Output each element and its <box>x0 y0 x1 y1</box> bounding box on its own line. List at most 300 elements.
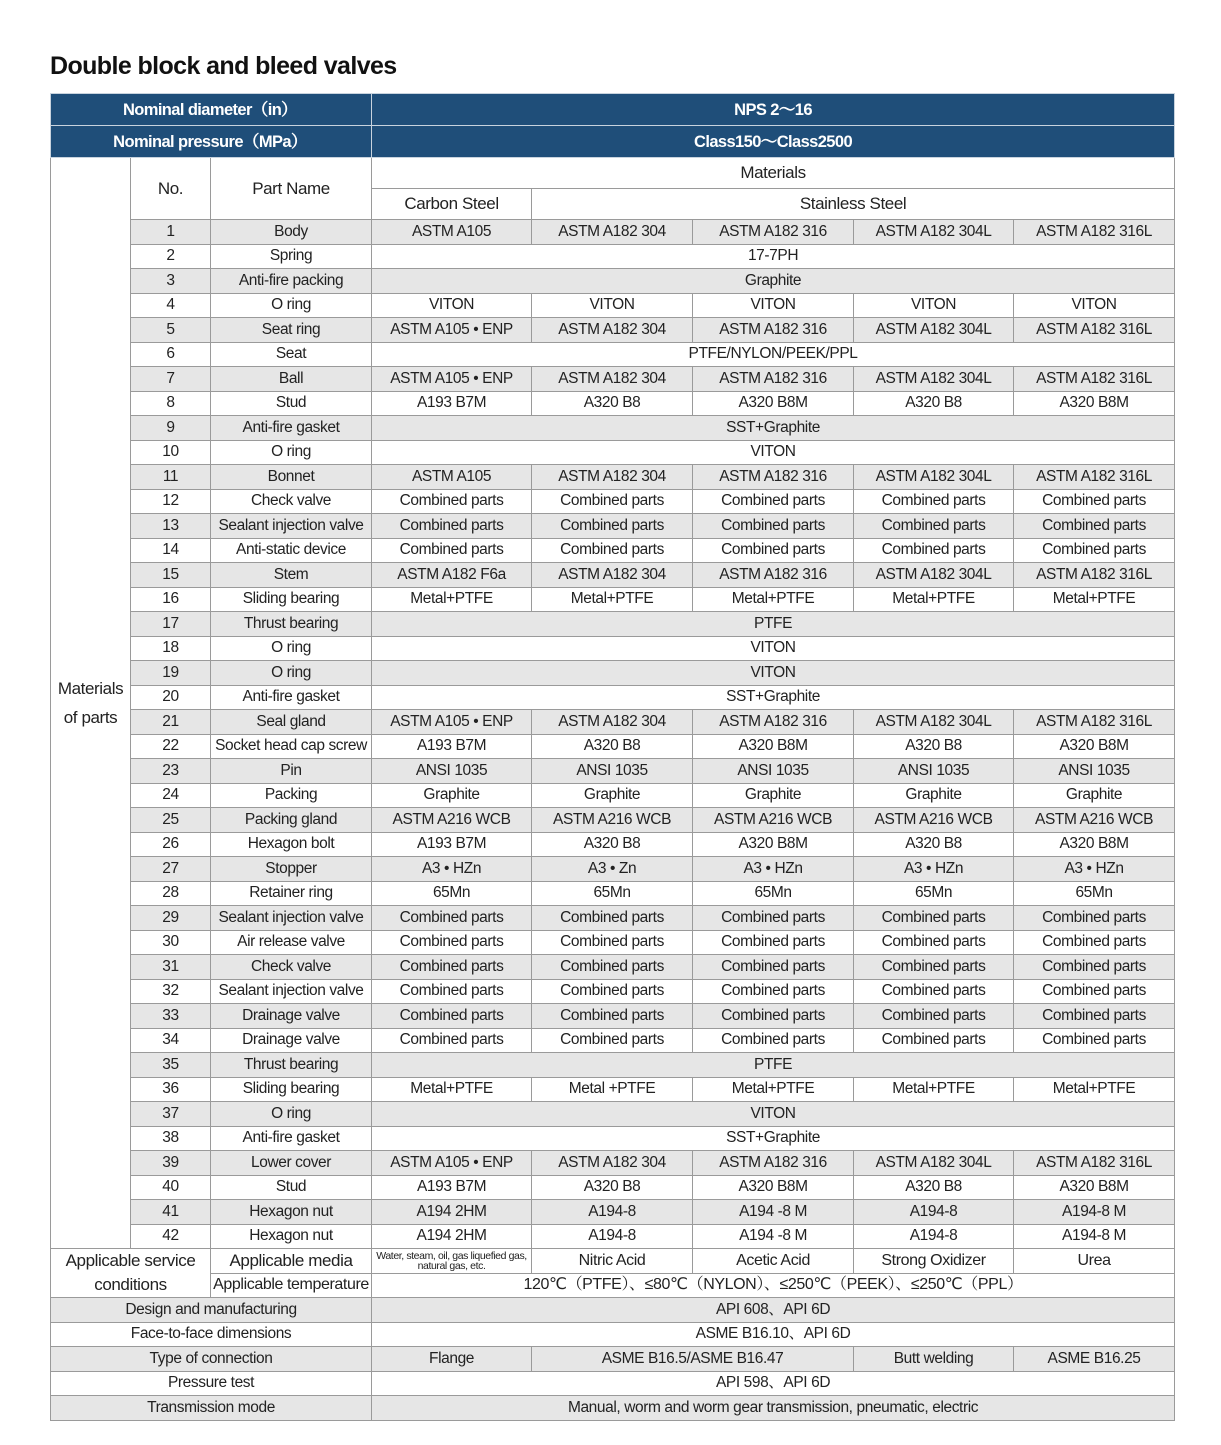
table-row <box>51 636 1175 661</box>
part-name: Stopper <box>211 857 372 882</box>
media-value-1: Nitric Acid <box>532 1249 693 1274</box>
table-row <box>51 1126 1175 1151</box>
media-value-carbon-steel: Water, steam, oil, gas liquefied gas, natural gas, etc. <box>372 1249 532 1274</box>
material-value: Combined parts <box>372 1004 532 1029</box>
no-column-header: No. <box>131 158 211 220</box>
part-number: 28 <box>131 881 211 906</box>
part-number: 27 <box>131 857 211 882</box>
table-row <box>51 416 1175 441</box>
material-value: ASTM A182 316 <box>693 710 854 735</box>
material-value: A320 B8M <box>1014 832 1175 857</box>
material-value: Combined parts <box>1014 514 1175 539</box>
material-value: A193 B7M <box>372 832 532 857</box>
pressure-test-value: API 598、API 6D <box>372 1371 1175 1396</box>
table-row <box>51 1102 1175 1127</box>
part-number: 34 <box>131 1028 211 1053</box>
material-value: Metal+PTFE <box>854 587 1014 612</box>
table-row <box>51 587 1175 612</box>
material-value: A194 2HM <box>372 1224 532 1249</box>
part-number: 15 <box>131 563 211 588</box>
service-temperature-row <box>51 1273 1175 1298</box>
material-value: A320 B8 <box>854 1175 1014 1200</box>
material-value: 65Mn <box>372 881 532 906</box>
material-value: Combined parts <box>372 1028 532 1053</box>
part-number: 32 <box>131 979 211 1004</box>
material-value: Combined parts <box>854 906 1014 931</box>
material-value: ASTM A182 316 <box>693 1151 854 1176</box>
table-row <box>51 612 1175 637</box>
material-value: Metal+PTFE <box>854 1077 1014 1102</box>
material-value: Combined parts <box>1014 979 1175 1004</box>
part-number: 8 <box>131 391 211 416</box>
part-name: Packing <box>211 783 372 808</box>
material-value: Combined parts <box>854 955 1014 980</box>
material-value: A320 B8M <box>1014 391 1175 416</box>
part-name: Seat ring <box>211 318 372 343</box>
material-value: A194-8 M <box>1014 1200 1175 1225</box>
part-number: 18 <box>131 636 211 661</box>
material-value: ASTM A105 • ENP <box>372 367 532 392</box>
part-number: 12 <box>131 489 211 514</box>
connection-label: Type of connection <box>51 1347 372 1372</box>
material-value: Combined parts <box>1014 538 1175 563</box>
material-value: Graphite <box>1014 783 1175 808</box>
material-value: ASTM A105 • ENP <box>372 1151 532 1176</box>
material-value: A320 B8 <box>532 734 693 759</box>
material-value: VITON <box>532 293 693 318</box>
material-value: Combined parts <box>1014 955 1175 980</box>
material-value: ASTM A182 F6a <box>372 563 532 588</box>
material-value: Combined parts <box>532 906 693 931</box>
material-value: Metal+PTFE <box>693 587 854 612</box>
nominal-pressure-label: Nominal pressure（MPa） <box>51 126 372 158</box>
applicable-temperature-value: 120℃（PTFE）、≤80℃（NYLON）、≤250℃（PEEK）、≤250℃（PPL） <box>372 1273 1175 1298</box>
material-value: PTFE <box>372 612 1175 637</box>
material-value: Combined parts <box>372 538 532 563</box>
part-name: Hexagon nut <box>211 1200 372 1225</box>
material-value: SST+Graphite <box>372 416 1175 441</box>
material-value: ASTM A182 316L <box>1014 710 1175 735</box>
part-number: 35 <box>131 1053 211 1078</box>
media-value-4: Urea <box>1014 1249 1175 1274</box>
material-value: ANSI 1035 <box>372 759 532 784</box>
material-value: ASTM A182 304L <box>854 1151 1014 1176</box>
design-row <box>51 1298 1175 1323</box>
part-name: Stem <box>211 563 372 588</box>
page-title: Double block and bleed valves <box>50 52 397 80</box>
material-value: VITON <box>372 440 1175 465</box>
material-value: Metal+PTFE <box>1014 587 1175 612</box>
part-name: Socket head cap screw <box>211 734 372 759</box>
materials-column-header: Materials <box>372 158 1175 189</box>
part-number: 42 <box>131 1224 211 1249</box>
table-row <box>51 1077 1175 1102</box>
material-value: VITON <box>372 1102 1175 1127</box>
table-row <box>51 1004 1175 1029</box>
material-value: ASTM A216 WCB <box>693 808 854 833</box>
table-row <box>51 1028 1175 1053</box>
part-name: Check valve <box>211 955 372 980</box>
material-value: Graphite <box>854 783 1014 808</box>
table-row <box>51 832 1175 857</box>
materials-of-parts-label: Materials of parts <box>51 158 131 1249</box>
transmission-label: Transmission mode <box>51 1396 372 1421</box>
material-value: Combined parts <box>372 979 532 1004</box>
media-value-2: Acetic Acid <box>693 1249 854 1274</box>
part-name: Lower cover <box>211 1151 372 1176</box>
connection-value-butt-welding: Butt welding <box>854 1347 1014 1372</box>
material-value: ASTM A216 WCB <box>372 808 532 833</box>
material-value: A320 B8M <box>693 391 854 416</box>
part-number: 26 <box>131 832 211 857</box>
material-value: ASTM A105 <box>372 220 532 245</box>
material-value: Combined parts <box>854 489 1014 514</box>
material-value: Combined parts <box>532 1028 693 1053</box>
material-value: Metal+PTFE <box>532 587 693 612</box>
material-value: A194 2HM <box>372 1200 532 1225</box>
material-value: A320 B8 <box>854 391 1014 416</box>
material-value: ASTM A182 316 <box>693 318 854 343</box>
material-value: Metal+PTFE <box>693 1077 854 1102</box>
transmission-value: Manual, worm and worm gear transmission, pneumatic, electric <box>372 1396 1175 1421</box>
part-name: Sealant injection valve <box>211 514 372 539</box>
material-value: Combined parts <box>532 1004 693 1029</box>
part-name: Anti-fire gasket <box>211 416 372 441</box>
specification-table <box>50 93 1175 1421</box>
material-value: Combined parts <box>532 489 693 514</box>
design-value: API 608、API 6D <box>372 1298 1175 1323</box>
material-value: ASTM A182 316L <box>1014 318 1175 343</box>
part-number: 16 <box>131 587 211 612</box>
material-value: Combined parts <box>693 930 854 955</box>
part-number: 24 <box>131 783 211 808</box>
material-value: ANSI 1035 <box>693 759 854 784</box>
part-name-column-header: Part Name <box>211 158 372 220</box>
pressure-test-row <box>51 1371 1175 1396</box>
part-name: Ball <box>211 367 372 392</box>
material-value: A193 B7M <box>372 734 532 759</box>
service-conditions-label: Applicable service conditions <box>51 1249 211 1298</box>
material-value: VITON <box>372 636 1175 661</box>
material-value: Combined parts <box>1014 930 1175 955</box>
part-number: 13 <box>131 514 211 539</box>
material-value: Combined parts <box>372 514 532 539</box>
part-name: Anti-fire packing <box>211 269 372 294</box>
material-value: VITON <box>372 661 1175 686</box>
material-value: Combined parts <box>693 514 854 539</box>
material-value: A194 -8 M <box>693 1200 854 1225</box>
part-number: 6 <box>131 342 211 367</box>
table-row <box>51 563 1175 588</box>
part-number: 11 <box>131 465 211 490</box>
part-name: Anti-fire gasket <box>211 1126 372 1151</box>
material-value: Combined parts <box>372 930 532 955</box>
nominal-pressure-row <box>51 126 1175 158</box>
material-value: Metal+PTFE <box>372 587 532 612</box>
material-value: A320 B8 <box>532 1175 693 1200</box>
part-number: 10 <box>131 440 211 465</box>
material-value: Combined parts <box>372 955 532 980</box>
material-value: ASTM A182 304L <box>854 710 1014 735</box>
material-value: Combined parts <box>1014 489 1175 514</box>
material-value: A3 • Zn <box>532 857 693 882</box>
material-value: 65Mn <box>693 881 854 906</box>
material-value: A3 • HZn <box>1014 857 1175 882</box>
material-value: Combined parts <box>532 538 693 563</box>
material-value: Graphite <box>693 783 854 808</box>
material-value: VITON <box>1014 293 1175 318</box>
face-to-face-value: ASME B16.10、API 6D <box>372 1322 1175 1347</box>
part-number: 36 <box>131 1077 211 1102</box>
part-number: 29 <box>131 906 211 931</box>
material-value: Combined parts <box>372 489 532 514</box>
nominal-diameter-label: Nominal diameter（in） <box>51 94 372 126</box>
part-name: Stud <box>211 1175 372 1200</box>
part-name: Anti-static device <box>211 538 372 563</box>
table-row <box>51 367 1175 392</box>
table-row <box>51 857 1175 882</box>
material-value: A194-8 <box>532 1200 693 1225</box>
part-number: 40 <box>131 1175 211 1200</box>
material-value: Graphite <box>372 783 532 808</box>
part-name: Air release valve <box>211 930 372 955</box>
table-row <box>51 293 1175 318</box>
table-row <box>51 391 1175 416</box>
material-value: Combined parts <box>854 1028 1014 1053</box>
material-value: ASTM A182 316L <box>1014 1151 1175 1176</box>
material-value: ASTM A216 WCB <box>854 808 1014 833</box>
part-name: O ring <box>211 661 372 686</box>
material-value: A320 B8M <box>693 1175 854 1200</box>
material-value: Combined parts <box>532 930 693 955</box>
part-name: O ring <box>211 636 372 661</box>
material-value: 65Mn <box>532 881 693 906</box>
material-value: A3 • HZn <box>693 857 854 882</box>
table-row <box>51 318 1175 343</box>
part-name: Check valve <box>211 489 372 514</box>
material-value: ASTM A182 316L <box>1014 465 1175 490</box>
material-value: 65Mn <box>1014 881 1175 906</box>
material-value: ASTM A182 304L <box>854 318 1014 343</box>
table-row <box>51 1175 1175 1200</box>
part-number: 39 <box>131 1151 211 1176</box>
material-value: VITON <box>693 293 854 318</box>
pressure-test-label: Pressure test <box>51 1371 372 1396</box>
material-value: ANSI 1035 <box>1014 759 1175 784</box>
material-value: PTFE/NYLON/PEEK/PPL <box>372 342 1175 367</box>
material-value: Combined parts <box>532 514 693 539</box>
table-row <box>51 220 1175 245</box>
material-value: ASTM A182 304 <box>532 563 693 588</box>
part-number: 41 <box>131 1200 211 1225</box>
materials-header-row <box>51 158 1175 189</box>
part-name: O ring <box>211 440 372 465</box>
material-value: A194 -8 M <box>693 1224 854 1249</box>
material-value: ASTM A182 316L <box>1014 220 1175 245</box>
part-name: O ring <box>211 293 372 318</box>
part-name: Retainer ring <box>211 881 372 906</box>
part-number: 22 <box>131 734 211 759</box>
table-row <box>51 930 1175 955</box>
material-value: ASTM A182 304L <box>854 220 1014 245</box>
material-value: A194-8 <box>532 1224 693 1249</box>
material-value: ANSI 1035 <box>854 759 1014 784</box>
part-name: Bonnet <box>211 465 372 490</box>
table-row <box>51 685 1175 710</box>
table-row <box>51 1053 1175 1078</box>
material-value: ASTM A182 304 <box>532 220 693 245</box>
material-value: Graphite <box>532 783 693 808</box>
material-value: ASTM A182 304L <box>854 563 1014 588</box>
table-row <box>51 465 1175 490</box>
part-name: Sliding bearing <box>211 1077 372 1102</box>
material-value: ANSI 1035 <box>532 759 693 784</box>
nominal-diameter-value: NPS 2～16 <box>372 94 1175 126</box>
transmission-row <box>51 1396 1175 1421</box>
connection-value-asme-butt: ASME B16.25 <box>1014 1347 1175 1372</box>
material-value: VITON <box>372 293 532 318</box>
part-number: 31 <box>131 955 211 980</box>
material-value: Combined parts <box>854 514 1014 539</box>
table-row <box>51 979 1175 1004</box>
material-value: ASTM A105 • ENP <box>372 710 532 735</box>
material-value: ASTM A182 304L <box>854 367 1014 392</box>
part-name: Sealant injection valve <box>211 979 372 1004</box>
material-value: 17-7PH <box>372 244 1175 269</box>
part-name: O ring <box>211 1102 372 1127</box>
material-value: Combined parts <box>854 1004 1014 1029</box>
table-row <box>51 734 1175 759</box>
part-name: Drainage valve <box>211 1004 372 1029</box>
material-value: A193 B7M <box>372 1175 532 1200</box>
material-value: A194-8 M <box>1014 1224 1175 1249</box>
material-value: Combined parts <box>532 979 693 1004</box>
part-name: Packing gland <box>211 808 372 833</box>
material-value: A320 B8M <box>693 734 854 759</box>
material-value: Combined parts <box>693 538 854 563</box>
material-value: Combined parts <box>1014 1028 1175 1053</box>
connection-value-flange: Flange <box>372 1347 532 1372</box>
material-value: Combined parts <box>854 538 1014 563</box>
material-value: A3 • HZn <box>372 857 532 882</box>
part-number: 23 <box>131 759 211 784</box>
carbon-steel-header: Carbon Steel <box>372 189 532 220</box>
material-value: ASTM A182 304 <box>532 465 693 490</box>
material-value: Combined parts <box>1014 906 1175 931</box>
part-number: 19 <box>131 661 211 686</box>
part-name: Seal gland <box>211 710 372 735</box>
material-value: Combined parts <box>693 906 854 931</box>
table-row <box>51 244 1175 269</box>
connection-value-asme-flange: ASME B16.5/ASME B16.47 <box>532 1347 854 1372</box>
part-number: 7 <box>131 367 211 392</box>
material-value: Combined parts <box>854 979 1014 1004</box>
material-value: ASTM A182 316L <box>1014 563 1175 588</box>
part-number: 33 <box>131 1004 211 1029</box>
table-row <box>51 489 1175 514</box>
material-value: PTFE <box>372 1053 1175 1078</box>
material-value: ASTM A182 304 <box>532 318 693 343</box>
connection-row <box>51 1347 1175 1372</box>
material-value: Metal +PTFE <box>532 1077 693 1102</box>
table-row <box>51 710 1175 735</box>
part-number: 20 <box>131 685 211 710</box>
table-row <box>51 440 1175 465</box>
face-to-face-row <box>51 1322 1175 1347</box>
part-name: Body <box>211 220 372 245</box>
part-number: 5 <box>131 318 211 343</box>
part-number: 17 <box>131 612 211 637</box>
part-name: Spring <box>211 244 372 269</box>
material-value: Metal+PTFE <box>372 1077 532 1102</box>
part-number: 2 <box>131 244 211 269</box>
media-value-3: Strong Oxidizer <box>854 1249 1014 1274</box>
material-value: Combined parts <box>693 979 854 1004</box>
nominal-diameter-row <box>51 94 1175 126</box>
material-value: Combined parts <box>693 1028 854 1053</box>
part-number: 38 <box>131 1126 211 1151</box>
material-value: A320 B8 <box>854 734 1014 759</box>
part-number: 4 <box>131 293 211 318</box>
table-row <box>51 759 1175 784</box>
part-name: Drainage valve <box>211 1028 372 1053</box>
table-row <box>51 514 1175 539</box>
part-name: Sliding bearing <box>211 587 372 612</box>
material-value: SST+Graphite <box>372 1126 1175 1151</box>
material-value: Graphite <box>372 269 1175 294</box>
material-value: A320 B8 <box>854 832 1014 857</box>
material-value: ASTM A105 • ENP <box>372 318 532 343</box>
table-row <box>51 1200 1175 1225</box>
table-row <box>51 955 1175 980</box>
specification-table-body <box>51 94 1175 1421</box>
material-value: ASTM A182 316 <box>693 220 854 245</box>
table-row <box>51 881 1175 906</box>
material-value: Combined parts <box>532 955 693 980</box>
part-name: Pin <box>211 759 372 784</box>
material-value: Combined parts <box>1014 1004 1175 1029</box>
material-value: A193 B7M <box>372 391 532 416</box>
part-number: 21 <box>131 710 211 735</box>
material-value: ASTM A182 304 <box>532 710 693 735</box>
part-name: Seat <box>211 342 372 367</box>
design-label: Design and manufacturing <box>51 1298 372 1323</box>
face-to-face-label: Face-to-face dimensions <box>51 1322 372 1347</box>
table-row <box>51 269 1175 294</box>
part-number: 1 <box>131 220 211 245</box>
part-name: Thrust bearing <box>211 1053 372 1078</box>
material-value: A320 B8M <box>1014 734 1175 759</box>
material-value: Metal+PTFE <box>1014 1077 1175 1102</box>
part-name: Hexagon nut <box>211 1224 372 1249</box>
part-number: 3 <box>131 269 211 294</box>
material-value: Combined parts <box>693 1004 854 1029</box>
part-number: 14 <box>131 538 211 563</box>
material-value: A320 B8M <box>1014 1175 1175 1200</box>
material-value: A194-8 <box>854 1200 1014 1225</box>
service-media-row <box>51 1249 1175 1274</box>
part-name: Thrust bearing <box>211 612 372 637</box>
material-value: ASTM A182 304L <box>854 465 1014 490</box>
table-row <box>51 661 1175 686</box>
material-value: ASTM A216 WCB <box>1014 808 1175 833</box>
material-value: ASTM A182 304 <box>532 367 693 392</box>
material-value: 65Mn <box>854 881 1014 906</box>
applicable-temperature-label: Applicable temperature <box>211 1273 372 1298</box>
material-value: VITON <box>854 293 1014 318</box>
material-value: Combined parts <box>372 906 532 931</box>
material-value: A320 B8 <box>532 832 693 857</box>
